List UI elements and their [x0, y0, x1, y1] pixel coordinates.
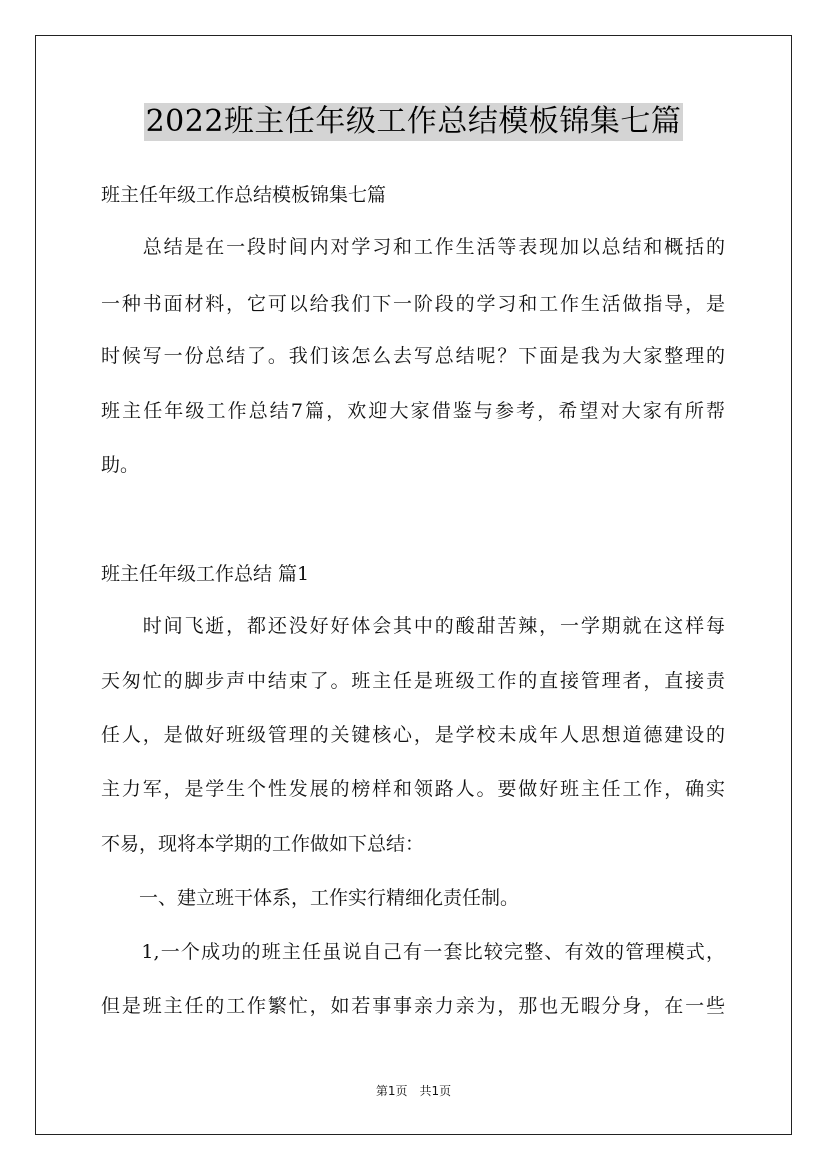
paragraph-line: 1,一个成功的班主任虽说自己有一套比较完整、有效的管理模式，: [101, 941, 725, 963]
paragraph-line: 一种书面材料，它可以给我们下一阶段的学习和工作生活做指导，是: [101, 293, 725, 315]
paragraph-line: 不易，现将本学期的工作做如下总结：: [101, 833, 425, 855]
paragraph-line: 主力军，是学生个性发展的榜样和领路人。要做好班主任工作，确实: [101, 778, 725, 800]
paragraph-line: 天匆忙的脚步声中结束了。班主任是班级工作的直接管理者，直接责: [101, 670, 725, 692]
paragraph-line: 任人，是做好班级管理的关键核心，是学校未成年人思想道德建设的: [101, 724, 725, 746]
paragraph-line: 但是班主任的工作繁忙，如若事事亲力亲为，那也无暇分身，在一些: [101, 995, 725, 1017]
paragraph-line: 班主任年级工作总结7篇，欢迎大家借鉴与参考，希望对大家有所帮: [101, 400, 725, 422]
paragraph-line: 时间飞逝，都还没好好体会其中的酸甜苦辣，一学期就在这样每: [101, 615, 725, 637]
document-title: 2022班主任年级工作总结模板锦集七篇: [145, 104, 682, 139]
list-heading: 一、建立班干体系，工作实行精细化责任制。: [101, 887, 520, 909]
paragraph-line: 总结是在一段时间内对学习和工作生活等表现加以总结和概括的: [101, 236, 725, 258]
document-subtitle: 班主任年级工作总结模板锦集七篇: [101, 184, 387, 206]
title-container: [0, 103, 827, 141]
page-footer: 第1页 共1页: [375, 1084, 452, 1098]
section-heading: 班主任年级工作总结 篇1: [101, 563, 310, 585]
paragraph-line: 助。: [101, 454, 140, 476]
paragraph-line: 时候写一份总结了。我们该怎么去写总结呢？下面是我为大家整理的: [101, 345, 725, 367]
